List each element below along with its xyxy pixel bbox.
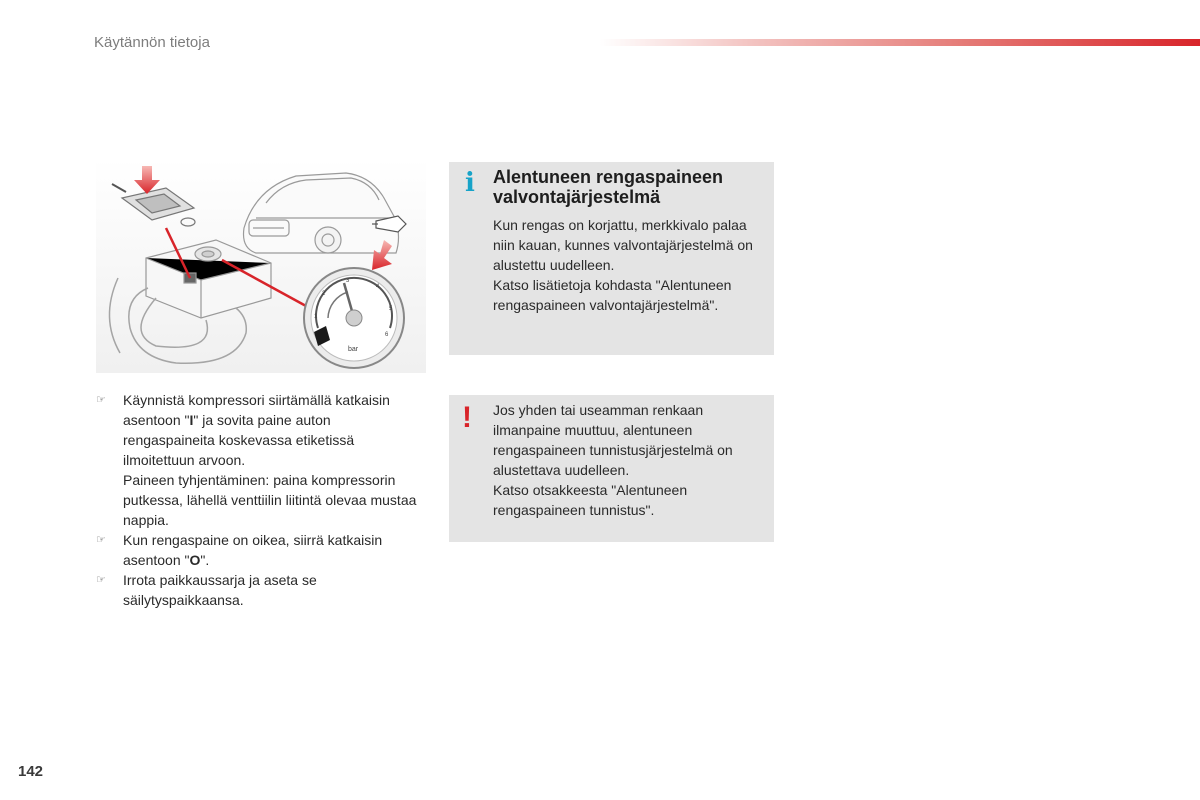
list-item	[96, 530, 426, 570]
bullet-2-text-a: Kun rengaspaine on oikea, siirrä katkaisin asentoon "	[123, 532, 383, 568]
gauge-unit-label: bar	[348, 346, 359, 353]
switch-position-o: O	[189, 552, 201, 568]
gauge-tick-4: 4	[376, 284, 380, 290]
header-accent-bar	[600, 39, 1200, 46]
hand-pointer-icon: ☞	[96, 574, 106, 586]
list-item	[96, 570, 426, 610]
switch-position-i: I	[189, 412, 194, 428]
bullet-1-text-b: " ja sovita paine auton rengaspaineita koskevassa etiketissä ilmoitettuun arvoon.	[123, 412, 355, 468]
gauge-tick-1: 1	[314, 314, 318, 320]
instruction-list	[96, 390, 426, 610]
gauge-tick-2: 2	[322, 291, 326, 297]
info-box	[449, 162, 774, 355]
gauge-tick-3: 3	[346, 278, 350, 284]
warning-box	[449, 395, 774, 542]
compressor-illustration	[96, 158, 426, 373]
exclamation-icon: !	[462, 401, 472, 434]
gauge-tick-5: 5	[389, 306, 393, 312]
info-box-line: Kun rengas on korjattu, merkkivalo palaa niin kauan, kunnes valvontajärjestelmä on alustettu uudelleen.	[493, 217, 753, 273]
list-item	[96, 390, 426, 530]
warning-box-line: Katso otsakkeesta "Alentuneen rengaspaineen tunnistus".	[493, 482, 688, 518]
pressure-gauge-icon	[304, 268, 404, 368]
bullet-3-text: Irrota paikkaussarja ja aseta se säilytyspaikkaansa.	[123, 572, 317, 608]
gauge-tick-6: 6	[385, 332, 389, 338]
info-box-body	[493, 215, 768, 315]
bullet-1-extra: Paineen tyhjentäminen: paina kompressorin putkessa, lähellä venttiilin liitintä olevaa mustaa nappia.	[123, 472, 417, 528]
bullet-1-text-a: Käynnistä kompressori siirtämällä katkaisin asentoon "	[123, 392, 390, 428]
warning-box-line: Jos yhden tai useamman renkaan ilmanpaine muuttuu, alentuneen rengaspaineen tunnistusjärjestelmä on alustettava uudelleen.	[493, 402, 733, 478]
page-header-title: Käytännön tietoja	[94, 34, 210, 51]
page-number: 142	[18, 763, 44, 780]
info-box-title: Alentuneen rengaspaineen valvontajärjestelmä	[493, 167, 724, 207]
hand-pointer-icon: ☞	[96, 534, 106, 546]
info-icon: i	[465, 168, 475, 198]
info-box-line: Katso lisätietoja kohdasta "Alentuneen rengaspaineen valvontajärjestelmä".	[493, 277, 732, 313]
bullet-2-text-b: ".	[200, 552, 210, 568]
warning-box-body	[493, 400, 768, 520]
hand-pointer-icon: ☞	[96, 394, 106, 406]
